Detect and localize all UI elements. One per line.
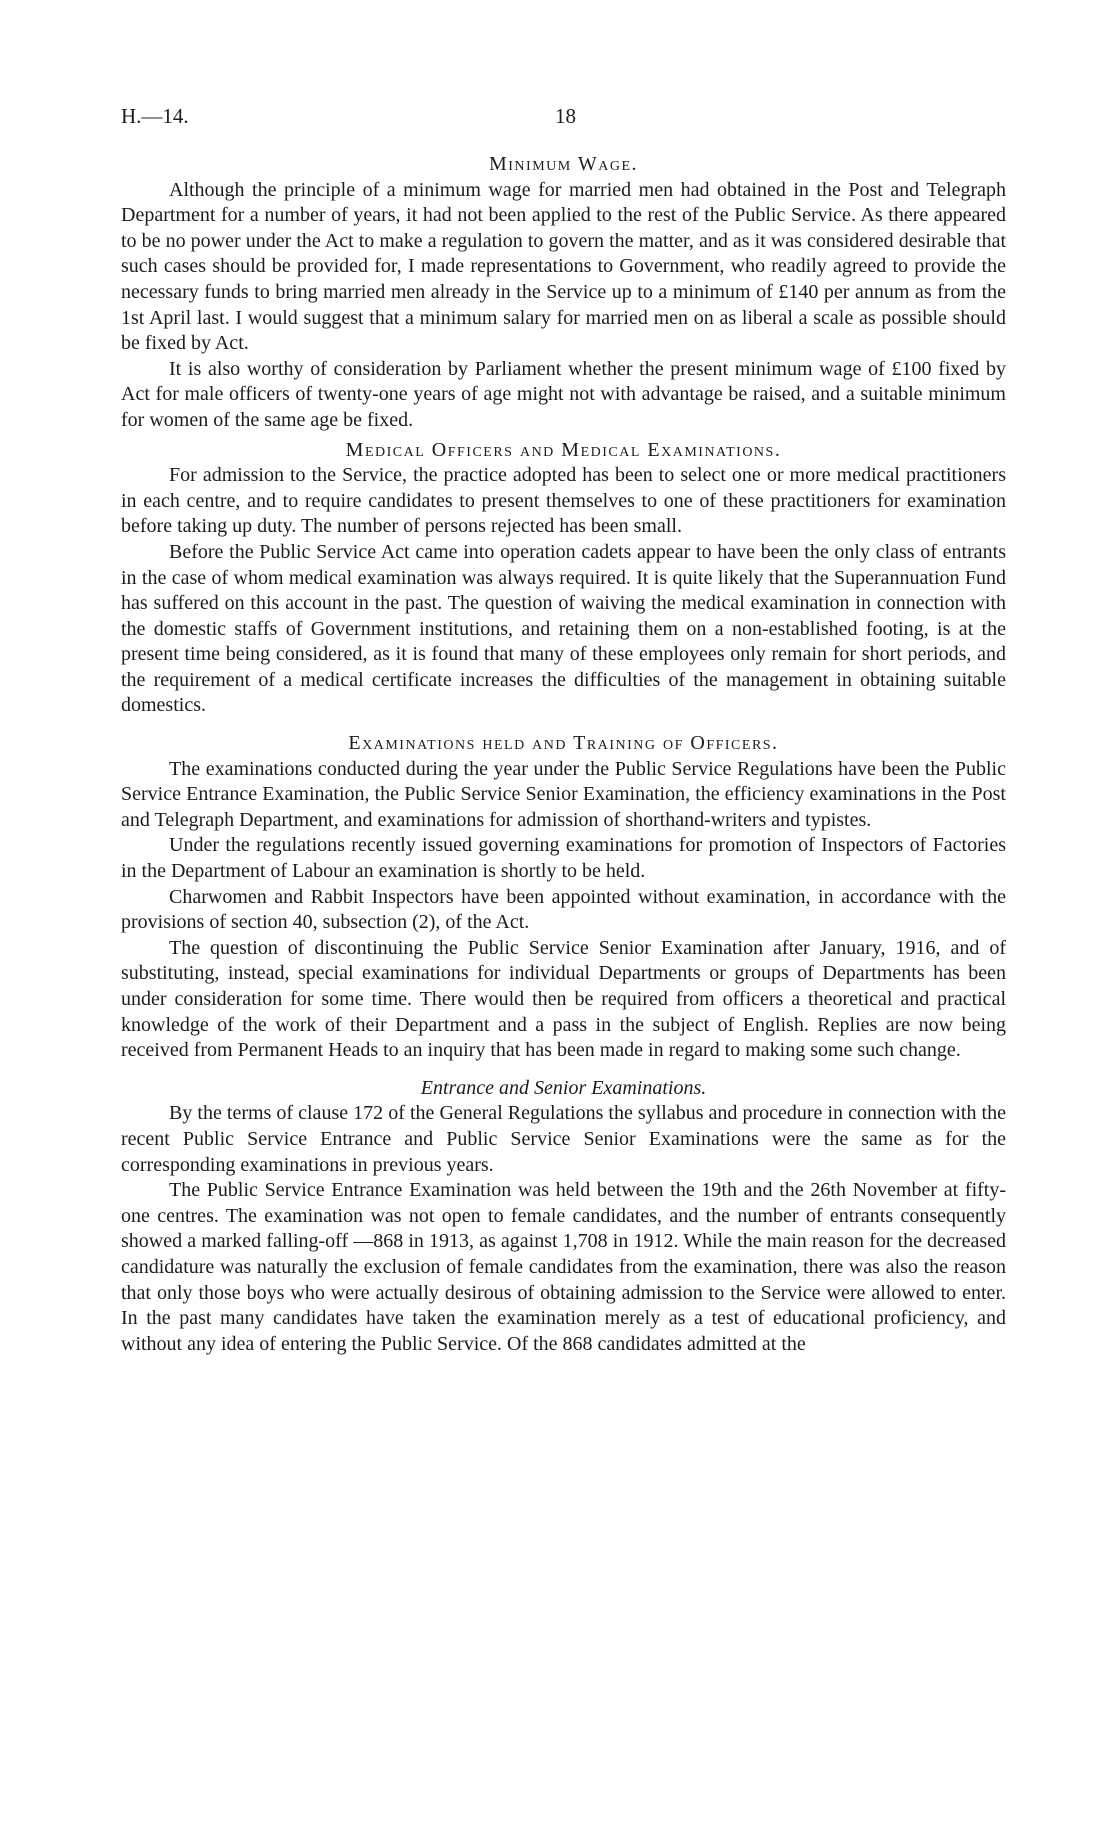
- section-heading: Minimum Wage.: [488, 153, 638, 175]
- paragraph: Although the principle of a minimum wage for married men had obtained in the Post and Telegraph Department for a number of years, it had not been applied to the rest of the Public Service. As there appeared to be no power under the Act to make a regulation to govern the matter, and as it was considered desirable that such cases should be provided for, I made representations to Government, who readily agreed to provide the necessary funds to bring married men already in the Service up to a minimum of £140 per annum as from the 1st April last. I would suggest that a minimum salary for married men on as liberal a scale as possible should be fixed by Act.: [121, 178, 1006, 355]
- paragraph: Under the regulations recently issued governing examinations for promotion of Inspectors of Factories in the Department of Labour an examination is shortly to be held.: [121, 834, 1006, 883]
- document-body: [121, 152, 1006, 1357]
- page-number: 18: [555, 104, 576, 128]
- paragraph: Before the Public Service Act came into operation cadets appear to have been the only class of entrants in the case of whom medical examination was always required. It is quite likely that the Superannuation Fund has suffered on this account in the past. The question of waiving the medical examination in connection with the domestic staffs of Government institutions, and retaining them on a non-established footing, is at the present time being considered, as it is found that many of these employees only remain for short periods, and the requirement of a medical certificate increases the difficulties of the management in obtaining suitable domestics.: [121, 540, 1006, 717]
- section-heading: Medical Officers and Medical Examinations.: [345, 438, 782, 461]
- paragraph: The examinations conducted during the year under the Public Service Regulations have been the Public Service Entrance Examination, the Public Service Senior Examination, the efficiency examinations in the Post and Telegraph Department, and examinations for admission of shorthand-writers and typistes.: [121, 757, 1006, 831]
- paragraph: It is also worthy of consideration by Parliament whether the present minimum wage of £100 fixed by Act for male officers of twenty-one years of age might not with advantage be raised, and a suitable minimum for women of the same age be fixed.: [121, 357, 1006, 431]
- paragraph: By the terms of clause 172 of the General Regulations the syllabus and procedure in connection with the recent Public Service Entrance and Public Service Senior Examinations were the same as for the corresponding examinations in previous years.: [121, 1102, 1006, 1176]
- paragraph: The Public Service Entrance Examination was held between the 19th and the 26th November at fifty-one centres. The examination was not open to female candidates, and the number of entrants consequently showed a marked falling-off —868 in 1913, as against 1,708 in 1912. While the main reason for the decreased candidature was naturally the exclusion of female candidates from the examination, there was also the reason that only those boys who were actually desirous of obtaining admission to the Service were allowed to enter. In the past many candidates have taken the examination merely as a test of educational proficiency, and without any idea of entering the Public Service. Of the 868 candidates admitted at the: [121, 1179, 1006, 1355]
- section-medical-examinations: [121, 438, 1006, 720]
- page-header: [121, 104, 993, 134]
- section-minimum-wage: [121, 152, 1006, 434]
- section-examinations-training: [121, 731, 1006, 1064]
- document-reference: H.—14.: [121, 104, 189, 128]
- section-heading: Examinations held and Training of Officers.: [348, 732, 779, 755]
- paragraph: The question of discontinuing the Public Service Senior Examination after January, 1916, and of substituting, instead, special examinations for individual Departments or groups of Departments has been under consideration for some time. There would then be required from officers a theoretical and practical knowledge of the work of their Department and a pass in the subject of English. Replies are now being received from Permanent Heads to an inquiry that has been made in regard to making some such change.: [121, 936, 1006, 1062]
- subsection-heading: Entrance and Senior Examinations.: [420, 1076, 707, 1099]
- paragraph: Charwomen and Rabbit Inspectors have been appointed without examination, in accordance with the provisions of section 40, subsection (2), of the Act.: [121, 885, 1006, 934]
- paragraph: For admission to the Service, the practice adopted has been to select one or more medical practitioners in each centre, and to require candidates to present themselves to one of these practitioners for examination before taking up duty. The number of persons rejected has been small.: [121, 464, 1006, 538]
- section-entrance-senior-examinations: [121, 1076, 1006, 1358]
